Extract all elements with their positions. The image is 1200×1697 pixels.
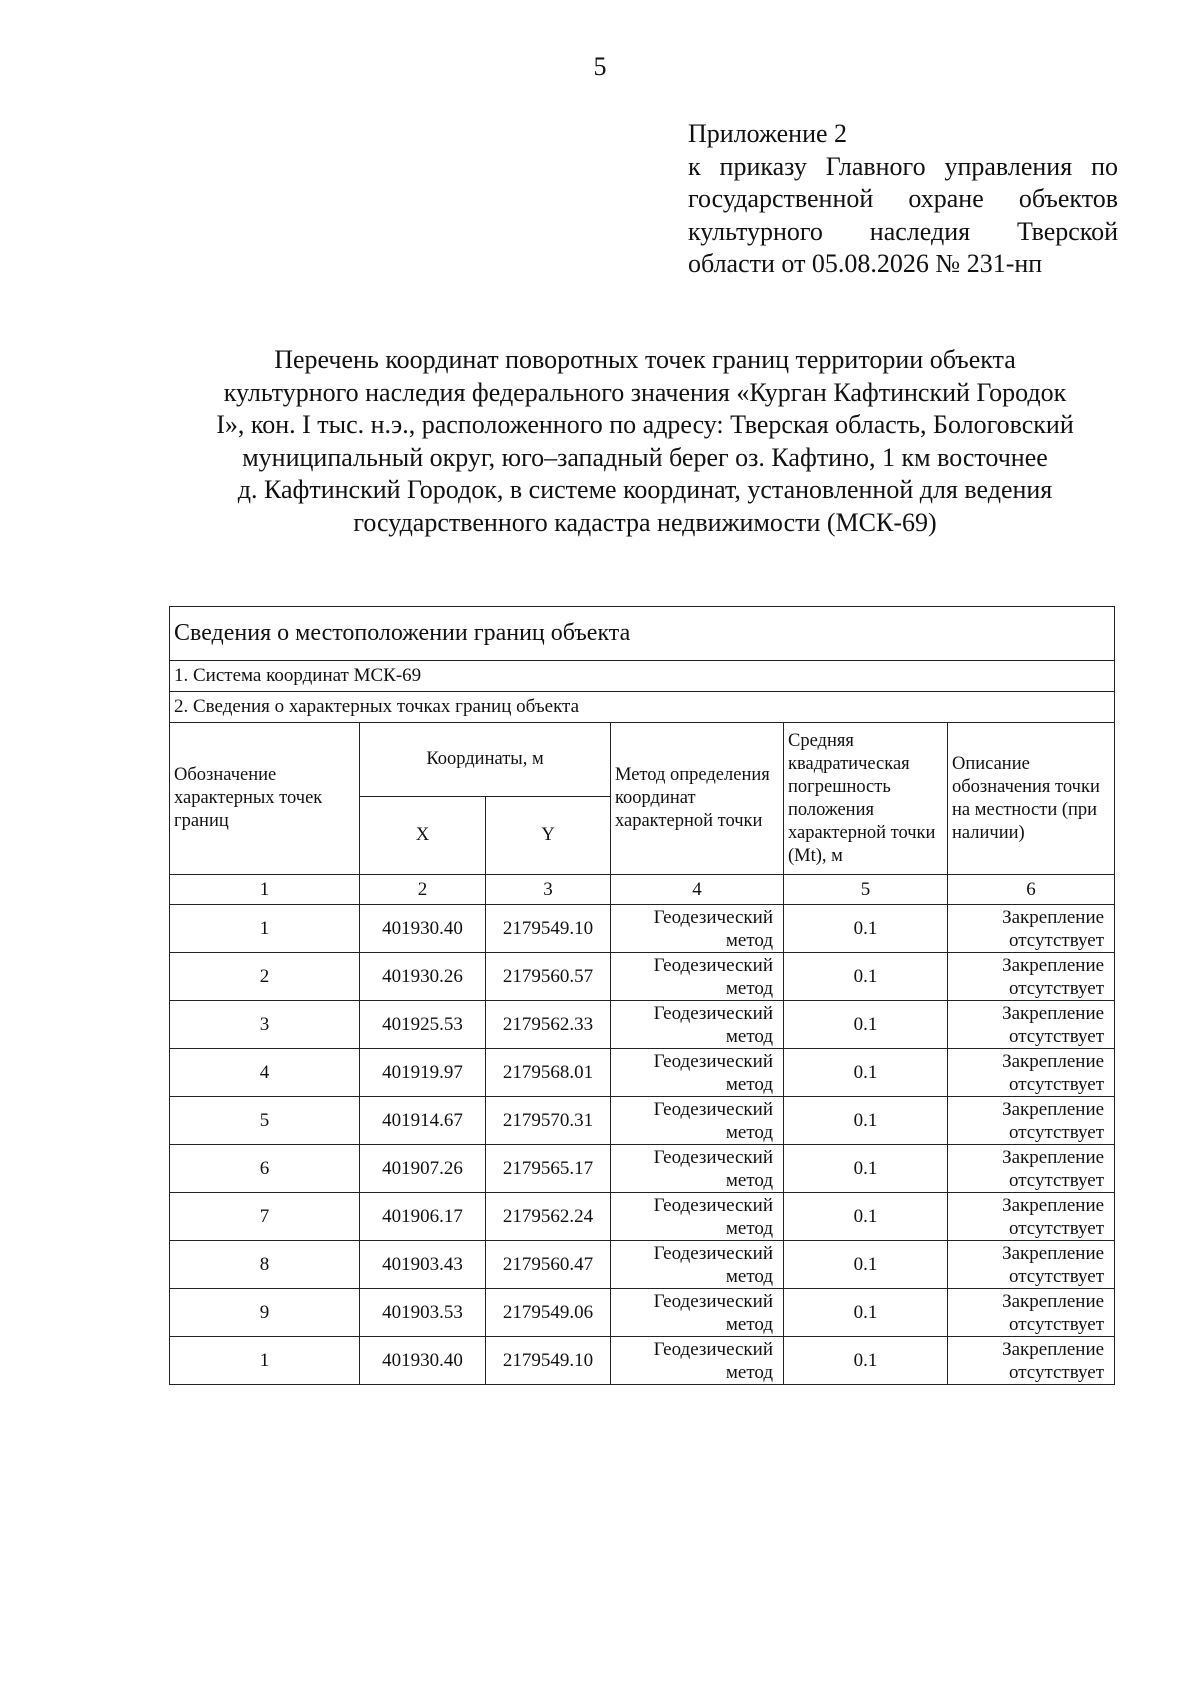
cell-y: 2179560.47 (486, 1241, 611, 1289)
appendix-label: Приложение 2 (688, 119, 848, 148)
cell-method (611, 1289, 784, 1337)
appendix-order-line: культурного наследия Тверской (688, 216, 1118, 246)
header-y: Y (486, 797, 611, 875)
cell-point: 9 (170, 1289, 360, 1337)
method-line: метод (725, 1265, 773, 1287)
cell-point: 2 (170, 953, 360, 1001)
cell-method (611, 1049, 784, 1097)
cell-x: 401919.97 (360, 1049, 486, 1097)
column-number: 1 (170, 875, 360, 905)
cell-y: 2179570.31 (486, 1097, 611, 1145)
description-line: отсутствует (1009, 1121, 1105, 1143)
points-title: 2. Сведения о характерных точках границ объекта (170, 692, 1115, 723)
cell-error: 0.1 (784, 1337, 948, 1385)
cell-error: 0.1 (784, 1193, 948, 1241)
column-number: 2 (360, 875, 486, 905)
method-line: метод (725, 929, 773, 951)
method-line: Геодезический (653, 1002, 773, 1024)
cell-error: 0.1 (784, 953, 948, 1001)
cell-point: 8 (170, 1241, 360, 1289)
cell-point: 1 (170, 1337, 360, 1385)
method-line: Геодезический (653, 1194, 773, 1216)
coord-system-row (170, 661, 1115, 692)
table-row (170, 1337, 1115, 1385)
cell-x: 401903.43 (360, 1241, 486, 1289)
cell-point: 4 (170, 1049, 360, 1097)
cell-description (948, 953, 1115, 1001)
cell-description (948, 1145, 1115, 1193)
cell-y: 2179562.24 (486, 1193, 611, 1241)
description-line: Закрепление (1002, 1194, 1105, 1216)
cell-description (948, 1193, 1115, 1241)
method-line: Геодезический (653, 1242, 773, 1264)
cell-y: 2179562.33 (486, 1001, 611, 1049)
table-row (170, 1145, 1115, 1193)
description-line: отсутствует (1009, 1313, 1105, 1335)
table-row (170, 1289, 1115, 1337)
description-line: Закрепление (1002, 1098, 1105, 1120)
cell-x: 401930.40 (360, 1337, 486, 1385)
cell-error: 0.1 (784, 1001, 948, 1049)
method-line: Геодезический (653, 1338, 773, 1360)
table-section-title-row (170, 607, 1115, 661)
title-line: культурного наследия федерального значения «Курган Кафтинский Городок (223, 377, 1067, 407)
cell-method (611, 1097, 784, 1145)
table-row (170, 1097, 1115, 1145)
description-line: Закрепление (1002, 954, 1105, 976)
title-line: д. Кафтинский Городок, в системе координат, установленной для ведения (237, 475, 1053, 504)
cell-method (611, 905, 784, 953)
cell-x: 401907.26 (360, 1145, 486, 1193)
description-line: отсутствует (1009, 1265, 1105, 1287)
method-line: метод (725, 1169, 773, 1191)
appendix-order-date: области от 05.08.2026 № 231-нп (688, 249, 1043, 278)
cell-method (611, 1337, 784, 1385)
section-title: Сведения о местоположении границ объекта (170, 607, 1115, 661)
cell-description (948, 905, 1115, 953)
cell-y: 2179560.57 (486, 953, 611, 1001)
description-line: отсутствует (1009, 1025, 1105, 1047)
column-numbers-row (170, 875, 1115, 905)
title-line: I», кон. I тыс. н.э., расположенного по адресу: Тверская область, Бологовский (216, 410, 1074, 439)
description-line: Закрепление (1002, 1338, 1105, 1360)
cell-method (611, 1241, 784, 1289)
cell-error: 0.1 (784, 905, 948, 953)
cell-x: 401930.26 (360, 953, 486, 1001)
cell-method (611, 953, 784, 1001)
description-line: отсутствует (1009, 929, 1105, 951)
table-row (170, 1241, 1115, 1289)
description-line: Закрепление (1002, 1002, 1105, 1024)
header-row (170, 723, 1115, 797)
description-line: отсутствует (1009, 1217, 1105, 1239)
description-line: Закрепление (1002, 1146, 1105, 1168)
cell-point: 5 (170, 1097, 360, 1145)
method-line: метод (725, 1073, 773, 1095)
method-line: Геодезический (653, 1146, 773, 1168)
cell-y: 2179549.10 (486, 1337, 611, 1385)
cell-y: 2179549.06 (486, 1289, 611, 1337)
column-number: 6 (948, 875, 1115, 905)
cell-description (948, 1097, 1115, 1145)
cell-description (948, 1337, 1115, 1385)
coord-system: 1. Система координат МСК-69 (170, 661, 1115, 692)
header-description: Описание обозначения точки на местности (при наличии) (948, 723, 1115, 875)
table-row (170, 905, 1115, 953)
appendix-order-line: государственной охране объектов (688, 184, 1118, 213)
column-number: 5 (784, 875, 948, 905)
cell-error: 0.1 (784, 1289, 948, 1337)
coordinates-table (169, 606, 1115, 1385)
title-line: муниципальный округ, юго–западный берег оз. Кафтино, 1 км восточнее (242, 442, 1048, 472)
method-line: Геодезический (653, 1290, 773, 1312)
method-line: метод (725, 1025, 773, 1047)
cell-method (611, 1145, 784, 1193)
header-coordinates: Координаты, м (360, 723, 611, 797)
method-line: Геодезический (653, 1050, 773, 1072)
table-row (170, 1049, 1115, 1097)
cell-x: 401914.67 (360, 1097, 486, 1145)
cell-y: 2179565.17 (486, 1145, 611, 1193)
title-line: Перечень координат поворотных точек границ территории объекта (274, 345, 1016, 374)
cell-x: 401903.53 (360, 1289, 486, 1337)
header-method: Метод определения координат характерной точки (611, 723, 784, 875)
cell-point: 1 (170, 905, 360, 953)
cell-error: 0.1 (784, 1097, 948, 1145)
method-line: метод (725, 1313, 773, 1335)
header-x: X (360, 797, 486, 875)
header-designation: Обозначение характерных точек границ (170, 723, 360, 875)
cell-description (948, 1241, 1115, 1289)
description-line: отсутствует (1009, 1361, 1105, 1383)
description-line: отсутствует (1009, 1169, 1105, 1191)
table-row (170, 953, 1115, 1001)
header-error: Средняя квадратическая погрешность положения характерной точки (Mt), м (784, 723, 948, 875)
cell-point: 7 (170, 1193, 360, 1241)
column-number: 4 (611, 875, 784, 905)
cell-error: 0.1 (784, 1241, 948, 1289)
page-number: 5 (593, 52, 607, 81)
cell-y: 2179568.01 (486, 1049, 611, 1097)
cell-description (948, 1289, 1115, 1337)
table-row (170, 1001, 1115, 1049)
method-line: Геодезический (653, 1098, 773, 1120)
cell-method (611, 1193, 784, 1241)
method-line: Геодезический (653, 954, 773, 976)
description-line: Закрепление (1002, 906, 1105, 928)
cell-x: 401925.53 (360, 1001, 486, 1049)
method-line: метод (725, 977, 773, 999)
cell-y: 2179549.10 (486, 905, 611, 953)
cell-x: 401906.17 (360, 1193, 486, 1241)
title-line: государственного кадастра недвижимости (МСК-69) (353, 507, 937, 537)
description-line: отсутствует (1009, 977, 1105, 999)
cell-method (611, 1001, 784, 1049)
appendix-order-line: к приказу Главного управления по (688, 151, 1118, 181)
appendix-block (688, 118, 1118, 281)
method-line: Геодезический (653, 906, 773, 928)
cell-description (948, 1001, 1115, 1049)
cell-error: 0.1 (784, 1145, 948, 1193)
table-row (170, 1193, 1115, 1241)
method-line: метод (725, 1217, 773, 1239)
cell-description (948, 1049, 1115, 1097)
method-line: метод (725, 1361, 773, 1383)
column-number: 3 (486, 875, 611, 905)
description-line: Закрепление (1002, 1290, 1105, 1312)
description-line: отсутствует (1009, 1073, 1105, 1095)
cell-point: 6 (170, 1145, 360, 1193)
description-line: Закрепление (1002, 1242, 1105, 1264)
points-title-row (170, 692, 1115, 723)
cell-x: 401930.40 (360, 905, 486, 953)
description-line: Закрепление (1002, 1050, 1105, 1072)
method-line: метод (725, 1121, 773, 1143)
cell-error: 0.1 (784, 1049, 948, 1097)
cell-point: 3 (170, 1001, 360, 1049)
document-title (150, 344, 1140, 539)
